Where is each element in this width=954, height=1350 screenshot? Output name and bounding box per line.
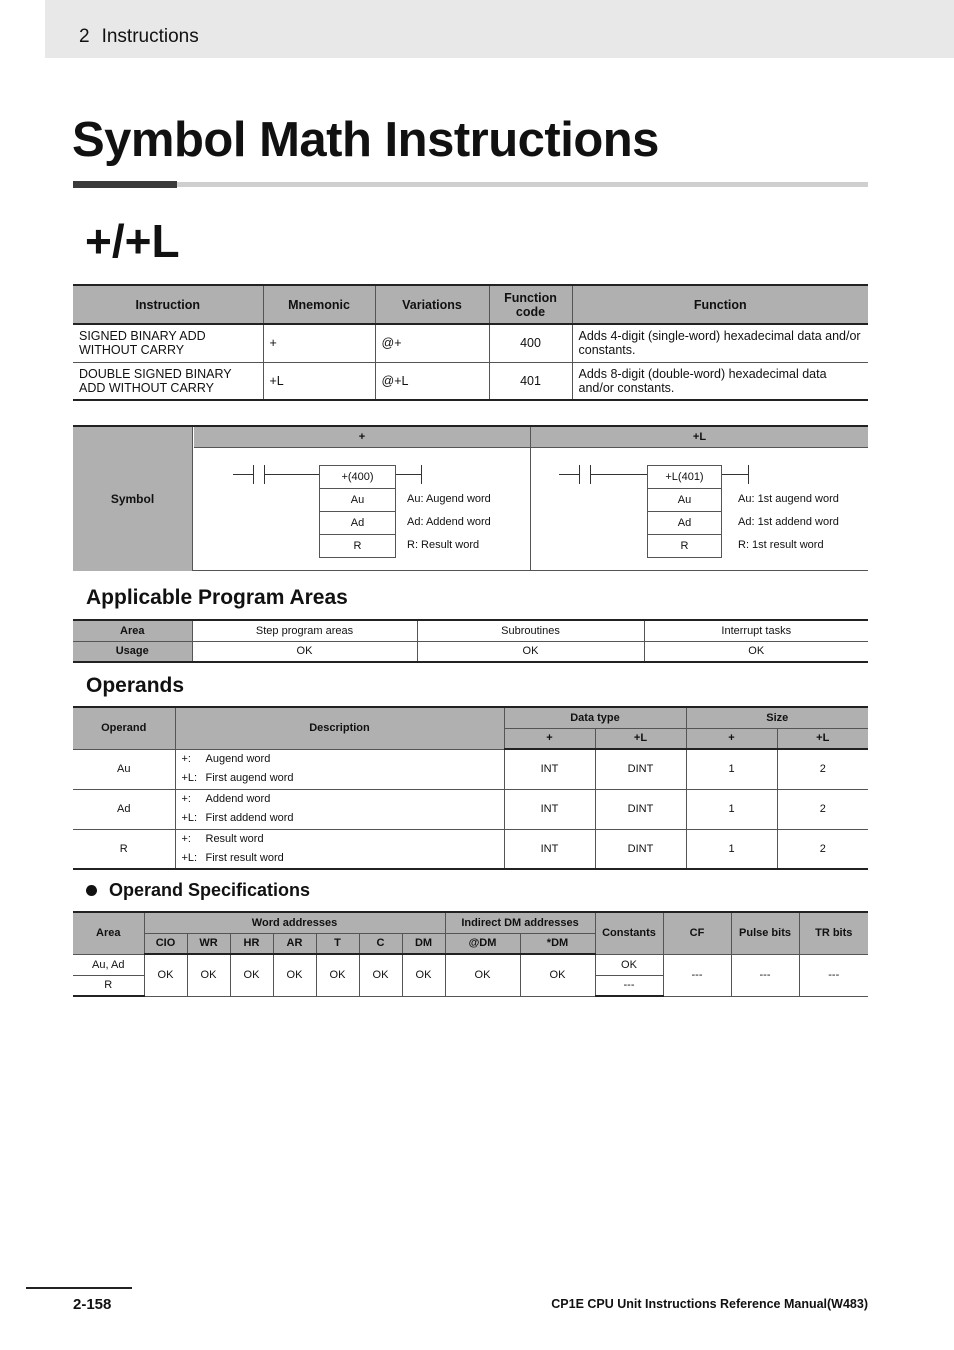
table-cell: OK (192, 641, 417, 662)
table-cell: --- (663, 954, 731, 996)
operand-box: Au (319, 488, 396, 512)
operands-heading: Operands (86, 674, 185, 697)
table-cell: 1 (686, 829, 777, 869)
table-header-row (73, 912, 868, 933)
desc-prefix: +L: (181, 812, 198, 824)
bullet-icon (86, 885, 97, 896)
header-cell: Constants (595, 912, 663, 954)
table-cell (175, 789, 504, 829)
table-row (73, 324, 868, 362)
operand-box: R (647, 534, 722, 558)
table-row (73, 620, 868, 641)
instruction-heading: +/+L (85, 215, 180, 267)
table-cell: OK (230, 954, 273, 996)
instruction-table (73, 284, 868, 401)
program-areas-table (73, 619, 868, 663)
table-cell: @+L (375, 362, 489, 400)
operand-specs-title: Operand Specifications (109, 880, 311, 900)
header-cell: Variations (375, 285, 489, 324)
operand-specs-table (73, 911, 868, 997)
table-cell: OK (445, 954, 520, 996)
desc-prefix: +L: (181, 772, 198, 784)
header-cell: Instruction (73, 285, 263, 324)
table-cell: Au, Ad (73, 954, 144, 975)
table-cell: OK (316, 954, 359, 996)
ladder-diagram-plus-l (531, 449, 868, 571)
rung-line (233, 474, 253, 475)
page-title: Symbol Math Instructions (72, 113, 659, 167)
table-cell: OK (417, 641, 644, 662)
table-cell: DINT (595, 829, 686, 869)
table-cell: DINT (595, 749, 686, 789)
header-cell: + (686, 728, 777, 749)
table-cell: INT (504, 789, 595, 829)
table-row (73, 829, 868, 869)
row-header: Usage (73, 641, 192, 662)
table-cell: OK (644, 641, 868, 662)
desc-prefix: +: (181, 832, 191, 845)
operand-box: Ad (647, 511, 722, 535)
operand-box: Au (647, 488, 722, 512)
header-cell: HR (230, 933, 273, 954)
table-cell: OK (359, 954, 402, 996)
header-cell: Size (686, 707, 868, 728)
symbol-heading-plus: + (194, 427, 530, 448)
header-cell: Data type (504, 707, 686, 728)
header-cell: Function (572, 285, 868, 324)
table-cell: Ad (73, 789, 175, 829)
table-row (73, 362, 868, 400)
operand-description: R: 1st result word (738, 539, 824, 551)
table-cell: Adds 8-digit (double-word) hexadecimal data and/or constants. (572, 362, 868, 400)
header-cell: WR (187, 933, 230, 954)
chapter-header (79, 26, 199, 48)
table-cell: OK (402, 954, 445, 996)
rung-end (748, 465, 749, 484)
rung-end (421, 465, 422, 484)
header-cell: Function code (489, 285, 572, 324)
table-cell: 2 (777, 749, 868, 789)
instruction-box-title: +(400) (319, 465, 396, 489)
table-cell: 1 (686, 749, 777, 789)
table-row (73, 641, 868, 662)
header-cell: +L (777, 728, 868, 749)
desc-prefix: +: (181, 753, 191, 765)
table-cell: OK (273, 954, 316, 996)
desc-prefix: +: (181, 793, 191, 805)
rung-line (396, 474, 421, 475)
header-cell: Description (175, 707, 504, 749)
table-cell (175, 829, 504, 869)
header-cell: CIO (144, 933, 187, 954)
table-cell: 1 (686, 789, 777, 829)
operand-description: R: Result word (407, 539, 480, 551)
table-header-row (73, 707, 868, 728)
table-cell: R (73, 975, 144, 996)
rung-line (264, 474, 319, 475)
operand-description: Au: Augend word (407, 493, 491, 505)
header-cell: CF (663, 912, 731, 954)
desc-text: First result word (205, 851, 284, 864)
table-cell: R (73, 829, 175, 869)
table-cell: @+ (375, 324, 489, 362)
table-cell: 2 (777, 789, 868, 829)
header-cell: + (504, 728, 595, 749)
rung-line (590, 474, 647, 475)
row-header: Area (73, 620, 192, 641)
footer-rule (26, 1287, 132, 1289)
chapter-title: Instructions (101, 26, 199, 47)
header-cell: DM (402, 933, 445, 954)
rung-line (722, 474, 748, 475)
header-cell: AR (273, 933, 316, 954)
desc-text: Result word (205, 832, 264, 845)
header-cell: @DM (445, 933, 520, 954)
operand-specs-heading (86, 880, 310, 901)
table-cell: --- (731, 954, 799, 996)
table-cell: OK (520, 954, 595, 996)
table-cell: Adds 4-digit (single-word) hexadecimal data and/or constants. (572, 324, 868, 362)
operand-description: Au: 1st augend word (738, 493, 839, 505)
table-cell: SIGNED BINARY ADD WITHOUT CARRY (73, 324, 263, 362)
ladder-diagram-plus (194, 449, 530, 571)
header-cell: Pulse bits (731, 912, 799, 954)
program-areas-heading: Applicable Program Areas (86, 586, 348, 609)
title-rule-accent (73, 181, 177, 188)
table-cell: INT (504, 829, 595, 869)
table-cell: Interrupt tasks (644, 620, 868, 641)
desc-prefix: +L: (181, 851, 198, 864)
header-cell: TR bits (799, 912, 868, 954)
chapter-number: 2 (79, 26, 90, 47)
table-row (73, 954, 868, 975)
header-cell: T (316, 933, 359, 954)
page-number: 2-158 (73, 1296, 112, 1313)
header-cell: Mnemonic (263, 285, 375, 324)
operand-description: Ad: Addend word (407, 516, 491, 528)
table-cell: Au (73, 749, 175, 789)
instruction-box-title: +L(401) (647, 465, 722, 489)
table-row (73, 789, 868, 829)
table-row (73, 749, 868, 789)
symbol-block (73, 425, 868, 571)
table-cell (175, 749, 504, 789)
table-cell: --- (595, 975, 663, 996)
operands-table (73, 706, 868, 870)
table-cell: + (263, 324, 375, 362)
desc-text: Addend word (205, 793, 271, 805)
desc-text: First addend word (205, 812, 294, 824)
table-cell: INT (504, 749, 595, 789)
manual-name: CP1E CPU Unit Instructions Reference Manual(W483) (551, 1297, 868, 1311)
operand-description: Ad: 1st addend word (738, 516, 839, 528)
table-cell: +L (263, 362, 375, 400)
table-cell: Subroutines (417, 620, 644, 641)
desc-text: Augend word (205, 753, 271, 765)
table-header-row (73, 285, 868, 324)
header-cell: Word addresses (144, 912, 445, 933)
contact-bar (253, 465, 254, 484)
header-cell: *DM (520, 933, 595, 954)
header-cell: Operand (73, 707, 175, 749)
title-rule (177, 182, 868, 187)
desc-text: First augend word (205, 772, 294, 784)
table-cell: OK (595, 954, 663, 975)
table-cell: 401 (489, 362, 572, 400)
table-cell: 400 (489, 324, 572, 362)
operand-box: Ad (319, 511, 396, 535)
header-cell: Indirect DM addresses (445, 912, 595, 933)
contact-bar (579, 465, 580, 484)
rung-line (559, 474, 579, 475)
symbol-heading-plus-l: +L (531, 427, 868, 448)
table-cell: DOUBLE SIGNED BINARY ADD WITHOUT CARRY (73, 362, 263, 400)
table-cell: OK (187, 954, 230, 996)
symbol-label: Symbol (73, 427, 193, 571)
header-cell: Area (73, 912, 144, 954)
table-cell: 2 (777, 829, 868, 869)
table-cell: OK (144, 954, 187, 996)
table-cell: Step program areas (192, 620, 417, 641)
operand-box: R (319, 534, 396, 558)
table-cell: --- (799, 954, 868, 996)
header-cell: +L (595, 728, 686, 749)
table-cell: DINT (595, 789, 686, 829)
header-cell: C (359, 933, 402, 954)
